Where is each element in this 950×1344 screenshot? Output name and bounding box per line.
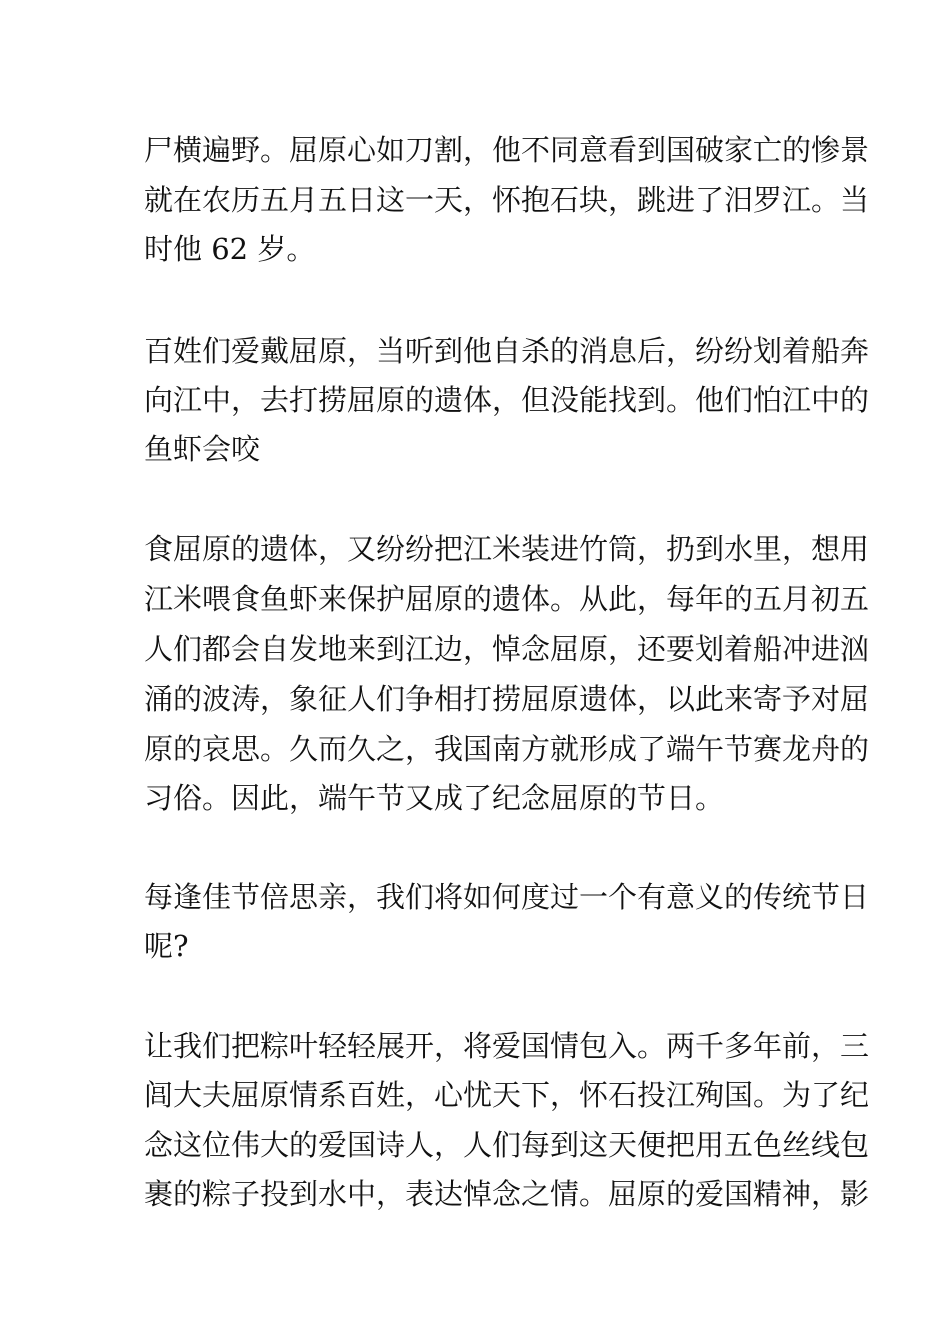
text-line: 让我们把粽叶轻轻展开，将爱国情包入。两千多年前，三 xyxy=(144,1029,870,1063)
text-line: 呢? xyxy=(144,929,189,963)
text-line: 人们都会自发地来到江边，悼念屈原，还要划着船冲进汹 xyxy=(144,632,870,666)
text-line: 念这位伟大的爱国诗人，人们每到这天便把用五色丝线包 xyxy=(144,1128,870,1162)
text-line: 时他 62 岁。 xyxy=(144,232,316,266)
text-line: 裹的粽子投到水中，表达悼念之情。屈原的爱国精神，影 xyxy=(144,1177,870,1211)
text-line: 闾大夫屈原情系百姓，心忧天下，怀石投江殉国。为了纪 xyxy=(144,1078,870,1112)
text-line: 尸横遍野。屈原心如刀割，他不同意看到国破家亡的惨景 xyxy=(144,133,870,167)
text-line: 向江中，去打捞屈原的遗体，但没能找到。他们怕江中的 xyxy=(144,383,870,417)
text-line: 就在农历五月五日这一天，怀抱石块，跳进了汨罗江。当 xyxy=(144,183,870,217)
text-line: 鱼虾会咬 xyxy=(144,432,261,466)
text-line: 每逢佳节倍思亲，我们将如何度过一个有意义的传统节日 xyxy=(144,880,870,914)
text-line: 涌的波涛，象征人们争相打捞屈原遗体，以此来寄予对屈 xyxy=(144,682,870,716)
text-line: 原的哀思。久而久之，我国南方就形成了端午节赛龙舟的 xyxy=(144,732,870,766)
text-line: 江米喂食鱼虾来保护屈原的遗体。从此，每年的五月初五 xyxy=(144,582,870,616)
text-line: 百姓们爱戴屈原，当听到他自杀的消息后，纷纷划着船奔 xyxy=(144,334,870,368)
text-line: 习俗。因此，端午节又成了纪念屈原的节日。 xyxy=(144,781,725,815)
text-line: 食屈原的遗体，又纷纷把江米装进竹筒，扔到水里，想用 xyxy=(144,532,870,566)
